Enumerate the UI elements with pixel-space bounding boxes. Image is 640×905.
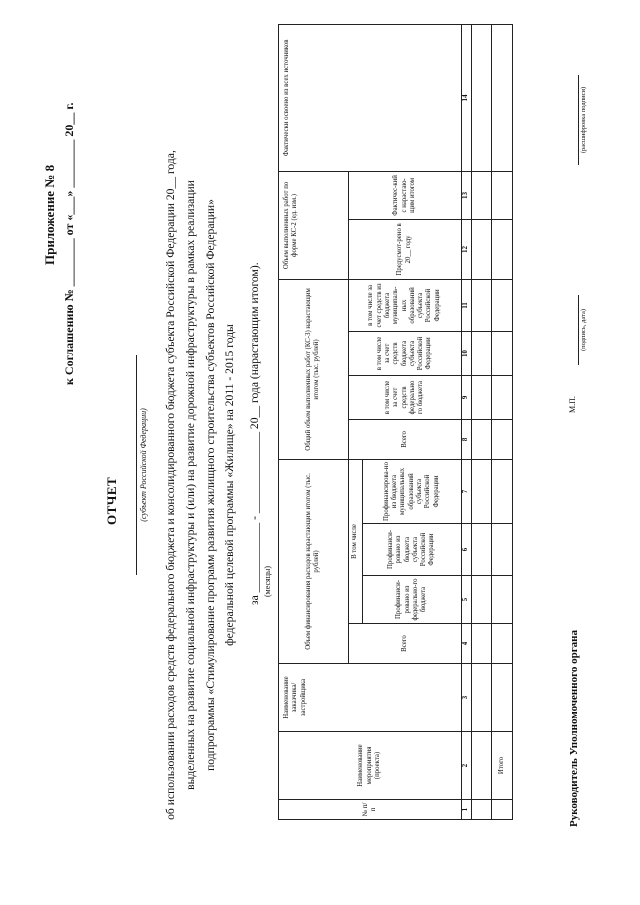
table-cell <box>471 732 492 800</box>
header-ks3-total: Всего <box>348 419 461 459</box>
table-cell <box>471 375 492 419</box>
total-label: Итого <box>492 732 513 800</box>
period-caption: (месяцы) <box>263 565 272 597</box>
signature-caption: (подпись, дата) <box>580 308 587 352</box>
table-total-row <box>492 24 513 819</box>
subject-underline <box>136 355 137 575</box>
table-cell <box>492 624 513 664</box>
col-number: 8 <box>461 419 471 459</box>
table-cell <box>492 419 513 459</box>
col-number: 2 <box>461 732 471 800</box>
report-line-3: подпрограммы «Стимулирование программ развития жилищного строительства субъектов Российской Федерации» <box>204 199 217 771</box>
header-ks2-planned: Предусмот-рено в 20__ году <box>348 219 461 279</box>
table-cell <box>471 331 492 375</box>
col-number: 10 <box>461 331 471 375</box>
signature-line <box>578 295 579 365</box>
col-number: 13 <box>461 171 471 219</box>
header-ks3-group: Общий объем выполненных работ (КС-3) нарастающим итогом (тыс. рублей) <box>279 279 349 459</box>
table-cell <box>471 219 492 279</box>
report-title: ОТЧЕТ <box>104 476 119 525</box>
col-number: 4 <box>461 624 471 664</box>
header-in-that: В том числе <box>348 459 362 623</box>
table-cell <box>471 419 492 459</box>
table-cell <box>471 624 492 664</box>
header-fin-subject: Профинанси-ровано из бюджета субъекта Российской Федерации <box>363 524 462 576</box>
header-ks2-fact: Фактичес-кий с нарастаю-щим итогом <box>348 171 461 219</box>
stamp-place-label: М.П. <box>568 396 577 413</box>
header-ks3-federal: в том числе за счет средств федерально го бюджета <box>348 375 461 419</box>
header-financing-group: Объем финансирования расходов нарастающим итогом (тыс. рублей) <box>279 459 349 663</box>
table-cell <box>471 576 492 624</box>
header-ks3-municipal: в том числе за счет средств из бюджета муниципаль-ных образований субъекта Российской Федерации <box>348 279 461 331</box>
table-row <box>471 24 492 819</box>
report-table <box>278 24 513 820</box>
decode-caption: (расшифровка подписи) <box>580 86 587 154</box>
report-line-4: федеральной целевой программы «Жилище» на 2011 - 2015 годы <box>223 324 236 646</box>
table-cell <box>471 800 492 820</box>
col-number: 9 <box>461 375 471 419</box>
header-customer: Наименование заказчика/ застройщика <box>279 664 462 732</box>
table-cell <box>471 459 492 523</box>
table-cell <box>492 524 513 576</box>
col-number: 11 <box>461 279 471 331</box>
header-num: № п/п <box>279 800 462 820</box>
report-line-1: об использовании расходов средств федерального бюджета и консолидированного бюджета субъекта Российской Федерации 20__ года, <box>164 150 177 820</box>
report-line-2: выделенных на развитие социальной инфраструктуры и (или) на развитие дорожной инфраструктуры в рамках реализации <box>184 180 197 790</box>
table-cell <box>492 24 513 171</box>
col-number: 1 <box>461 800 471 820</box>
col-number: 3 <box>461 664 471 732</box>
decode-line <box>578 75 579 165</box>
header-fin-federal: Профинанси-ровано из федерально-го бюджета <box>363 576 462 624</box>
table-cell <box>492 219 513 279</box>
table-cell <box>492 576 513 624</box>
header-fin-municipal: Профинансирова-но из бюджета муниципальных образований субъекта Российской Федерации <box>363 459 462 523</box>
table-cell <box>492 171 513 219</box>
table-cell <box>471 524 492 576</box>
table-cell <box>471 279 492 331</box>
col-number: 12 <box>461 219 471 279</box>
report-period: за ____________ - ______________ 20__ года (нарастающим итогом). <box>248 262 261 605</box>
table-cell <box>492 664 513 732</box>
col-number: 6 <box>461 524 471 576</box>
table-cell <box>471 24 492 171</box>
header-ks3-subject: в том числе за счет средств бюджета субъекта Российской Федерации <box>348 331 461 375</box>
header-fin-total: Всего <box>348 624 461 664</box>
col-number: 5 <box>461 576 471 624</box>
col-number: 7 <box>461 459 471 523</box>
agreement-reference: к Соглашению № ________ от «___» ________ 20__ г. <box>62 102 76 385</box>
table-cell <box>471 664 492 732</box>
head-signature-label: Руководитель Уполномоченного органа <box>568 629 580 827</box>
table-cell <box>492 459 513 523</box>
header-fact: Фактически освоено из всех источников <box>279 24 462 171</box>
header-event: Наименование мероприятия (проекта) <box>279 732 462 800</box>
table-cell <box>492 331 513 375</box>
table-cell <box>492 800 513 820</box>
table-cell <box>492 375 513 419</box>
appendix-label: Приложение № 8 <box>42 164 57 265</box>
subject-caption: (субъект Российской Федерации) <box>139 408 148 522</box>
table-cell <box>492 279 513 331</box>
header-ks2-group: Объем выполненных работ по форме КС-2 (ед. изм.) <box>279 171 349 279</box>
table-cell <box>471 171 492 219</box>
col-number: 14 <box>461 24 471 171</box>
